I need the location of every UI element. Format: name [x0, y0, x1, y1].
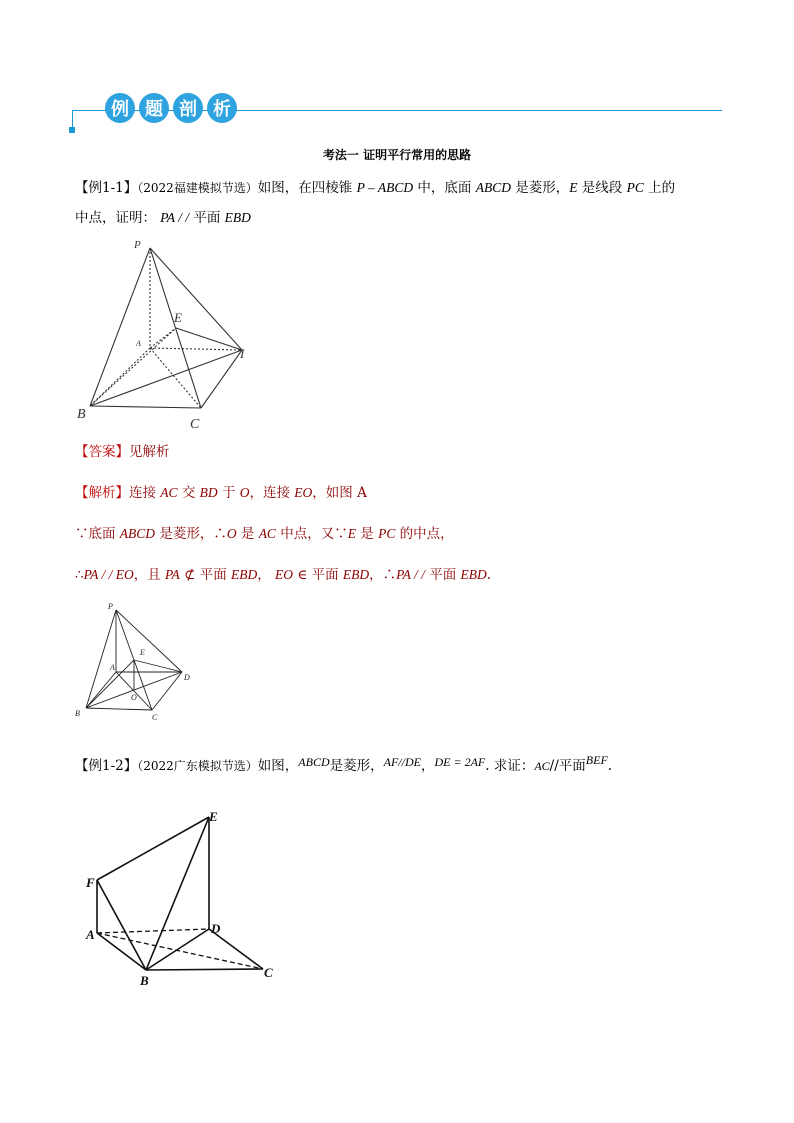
label-F: F	[86, 875, 95, 890]
math: PC	[626, 180, 644, 195]
label-C: C	[264, 965, 273, 980]
math: PA / /	[160, 210, 190, 225]
text: 的中点，	[395, 526, 454, 542]
text: .	[486, 567, 492, 583]
analysis-tag: 【解析】	[75, 485, 129, 501]
math: EO	[275, 567, 294, 582]
label-D: I	[240, 346, 245, 361]
edge-FE	[97, 817, 209, 880]
example-tag: 【例1-1】	[75, 180, 138, 196]
example-source: （2022广东模拟节选）	[137, 759, 258, 773]
math: AF//DE	[383, 755, 421, 769]
math: PC	[378, 526, 396, 541]
math: EO	[294, 485, 313, 500]
label-C: C	[190, 417, 200, 432]
math: PA	[165, 567, 180, 582]
math: ABCD	[119, 526, 156, 541]
text: ⊄ 平面	[179, 567, 231, 583]
label-E: E	[140, 648, 145, 657]
analysis-line3	[75, 563, 491, 583]
math: ABCD	[475, 180, 511, 195]
label-B: B	[140, 973, 149, 988]
text: 是菱形，	[510, 180, 570, 196]
edge-BC	[90, 406, 201, 408]
figure-solid-3	[80, 805, 290, 990]
header-rule-dot	[69, 127, 75, 133]
figure-pyramid-1	[74, 236, 264, 436]
text: 平面	[424, 567, 461, 583]
answer-tag: 【答案】	[75, 444, 129, 460]
text: 是菱形，	[329, 758, 384, 774]
section-title: 考法一 证明平行常用的思路	[322, 148, 472, 162]
text: 中点，又∵	[275, 526, 348, 542]
text: ，连接	[249, 485, 295, 501]
text: 是菱形，∴	[155, 526, 227, 542]
math: DE = 2AF	[434, 755, 486, 769]
edge-PB	[90, 248, 150, 406]
text: 是线段	[577, 180, 627, 196]
banner-char: 题	[139, 93, 169, 123]
text: 于	[217, 485, 240, 501]
text: ，	[420, 758, 435, 774]
example-1-2-line	[75, 754, 612, 774]
text: 如图，	[257, 758, 299, 774]
text: ，且	[133, 567, 166, 583]
text: 如图，在四棱锥	[257, 180, 357, 196]
math: P – ABCD	[356, 180, 414, 195]
example-1-1-line1	[75, 176, 675, 196]
edge-AC	[150, 348, 201, 408]
label-B: B	[75, 709, 80, 718]
edge-PD	[116, 610, 182, 672]
text: ，∴	[369, 567, 397, 583]
edge-AE	[150, 328, 176, 348]
edge-AD	[97, 929, 209, 933]
math: EBD	[342, 567, 370, 582]
edge-BC	[86, 708, 152, 710]
edge-BE	[90, 328, 176, 406]
text: ∵底面	[75, 526, 120, 542]
label-A: A	[110, 663, 115, 672]
label-E: E	[174, 310, 182, 325]
section-banner	[105, 93, 237, 123]
math: BD	[199, 485, 218, 500]
edge-BD	[146, 929, 209, 970]
math: AC	[534, 759, 550, 773]
math: AC	[160, 485, 178, 500]
text: ∈ 平面	[293, 567, 343, 583]
label-P: P	[134, 239, 141, 251]
text: ∴	[75, 567, 84, 583]
example-source: （2022福建模拟节选）	[137, 181, 258, 195]
math: ABCD	[298, 755, 330, 769]
text: 中，底面	[413, 180, 476, 196]
math: E	[347, 526, 356, 541]
example-1-1-line2	[75, 206, 251, 226]
edge-CD	[201, 350, 242, 408]
banner-char: 剖	[173, 93, 203, 123]
label-D: D	[211, 921, 221, 936]
answer-line	[75, 440, 170, 460]
answer-text: 见解析	[129, 444, 170, 460]
label-B: B	[77, 407, 86, 422]
math: O	[226, 526, 237, 541]
text: 是	[356, 526, 379, 542]
example-tag: 【例1-2】	[75, 758, 138, 774]
label-C: C	[152, 713, 158, 722]
edge-FB	[97, 880, 146, 970]
math: PA / / EO	[83, 567, 134, 582]
label-A: A	[86, 927, 95, 942]
math: BEF	[585, 753, 608, 767]
math: EBD	[224, 210, 251, 225]
label-O: O	[131, 693, 137, 702]
text: 是	[236, 526, 259, 542]
math: O	[239, 485, 250, 500]
math: AC	[258, 526, 276, 541]
text: .	[607, 758, 613, 774]
edge-BD	[90, 350, 242, 406]
analysis-line2	[75, 522, 454, 542]
edge-EB	[146, 817, 209, 970]
text: 连接	[129, 485, 161, 501]
math: PA / /	[396, 567, 425, 582]
figure-pyramid-2	[72, 600, 202, 730]
text: 上的	[643, 180, 676, 196]
label-D: D	[184, 673, 190, 682]
text: //平面	[549, 758, 586, 774]
text: 中点，证明：	[75, 210, 161, 226]
edge-ED	[134, 660, 182, 672]
label-E: E	[209, 809, 218, 824]
banner-char: 析	[207, 93, 237, 123]
text: ，如图 A	[312, 485, 367, 501]
text: ，	[257, 567, 276, 583]
text: . 求证：	[485, 758, 535, 774]
edge-BC	[146, 969, 263, 970]
text: 交	[177, 485, 200, 501]
math: EBD	[230, 567, 258, 582]
text: 平面	[189, 210, 225, 226]
label-P: P	[108, 602, 113, 611]
label-A: A	[136, 339, 141, 348]
edge-AD	[150, 348, 242, 350]
math: EBD	[460, 567, 487, 582]
banner-char: 例	[105, 93, 135, 123]
math: E	[569, 180, 578, 195]
analysis-line1	[75, 481, 367, 501]
